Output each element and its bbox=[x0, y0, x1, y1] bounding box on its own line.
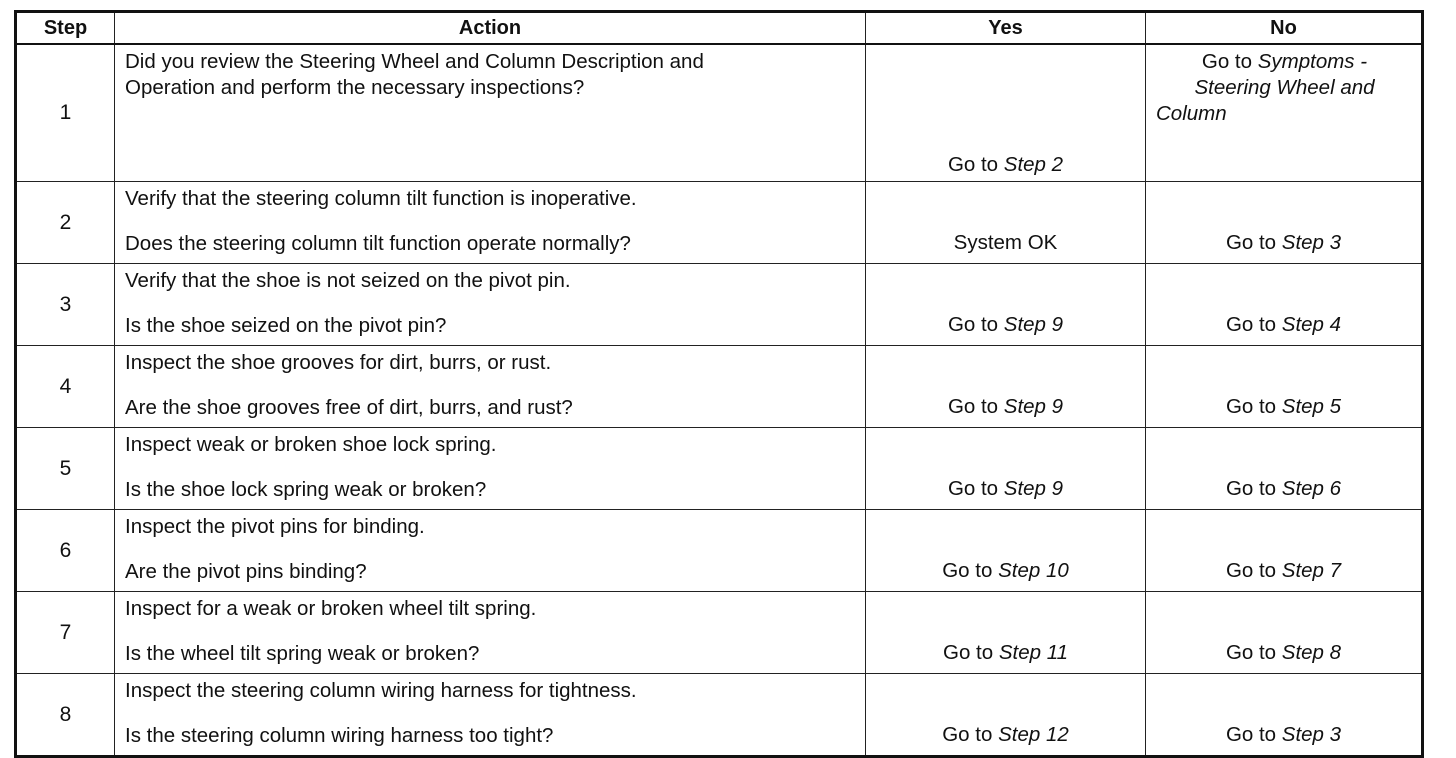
step-number: 4 bbox=[16, 346, 115, 428]
action-line: Does the steering column tilt function operate normally? bbox=[125, 232, 631, 255]
diagnostic-table bbox=[14, 10, 1424, 758]
step-number: 8 bbox=[16, 674, 115, 757]
no-prefix: Go to bbox=[1225, 477, 1277, 500]
action-line: Are the pivot pins binding? bbox=[125, 560, 367, 583]
no-cell bbox=[1146, 182, 1423, 264]
step-number: 5 bbox=[16, 428, 115, 510]
action-cell bbox=[115, 510, 866, 592]
no-ref: Step 7 bbox=[1281, 559, 1342, 582]
no-cell bbox=[1146, 428, 1423, 510]
yes-ref: Step 2 bbox=[1003, 153, 1064, 176]
no-prefix: Go to bbox=[1225, 395, 1277, 418]
no-prefix: Go to bbox=[1225, 313, 1277, 336]
table-row bbox=[16, 264, 1423, 346]
yes-cell bbox=[866, 592, 1146, 674]
table-row bbox=[16, 428, 1423, 510]
no-cell bbox=[1146, 510, 1423, 592]
no-prefix: Go to bbox=[1225, 641, 1277, 664]
yes-ref: Step 9 bbox=[1003, 395, 1064, 418]
action-line: Inspect the steering column wiring harness for tightness. bbox=[125, 679, 637, 702]
no-ref: Step 5 bbox=[1281, 395, 1342, 418]
yes-prefix: Go to bbox=[947, 395, 999, 418]
no-prefix: Go to bbox=[1225, 723, 1277, 746]
yes-cell bbox=[866, 264, 1146, 346]
yes-ref: Step 9 bbox=[1003, 313, 1064, 336]
action-line: Inspect weak or broken shoe lock spring. bbox=[125, 433, 497, 456]
header-step: Step bbox=[16, 12, 115, 45]
action-cell bbox=[115, 44, 866, 182]
action-cell bbox=[115, 674, 866, 757]
yes-prefix: Go to bbox=[942, 723, 993, 746]
header-row bbox=[16, 12, 1423, 45]
yes-ref: Step 10 bbox=[998, 559, 1069, 582]
no-prefix: Go to bbox=[1201, 50, 1253, 73]
yes-cell bbox=[866, 428, 1146, 510]
action-line: Is the steering column wiring harness too tight? bbox=[125, 724, 554, 747]
action-cell bbox=[115, 428, 866, 510]
table-row bbox=[16, 346, 1423, 428]
yes-ref: Step 9 bbox=[1003, 477, 1064, 500]
action-line: Verify that the steering column tilt function is inoperative. bbox=[125, 187, 637, 210]
step-number: 7 bbox=[16, 592, 115, 674]
no-ref: Step 3 bbox=[1281, 231, 1342, 254]
no-prefix: Go to bbox=[1225, 559, 1277, 582]
table-row bbox=[16, 674, 1423, 757]
no-cell bbox=[1146, 592, 1423, 674]
yes-prefix: Go to bbox=[947, 477, 999, 500]
header-no: No bbox=[1146, 12, 1423, 45]
no-cell bbox=[1146, 44, 1423, 182]
action-line: Verify that the shoe is not seized on the pivot pin. bbox=[125, 269, 571, 292]
no-cell bbox=[1146, 264, 1423, 346]
yes-ref: Step 12 bbox=[998, 723, 1069, 746]
action-cell bbox=[115, 182, 866, 264]
action-line: Is the wheel tilt spring weak or broken? bbox=[125, 642, 480, 665]
table-row bbox=[16, 44, 1423, 182]
no-ref: Step 4 bbox=[1281, 313, 1342, 336]
no-ref: Step 8 bbox=[1281, 641, 1342, 664]
table-row bbox=[16, 510, 1423, 592]
action-line: Is the shoe seized on the pivot pin? bbox=[125, 314, 447, 337]
yes-prefix: Go to bbox=[947, 313, 999, 336]
action-cell bbox=[115, 264, 866, 346]
yes-cell: System OK bbox=[866, 182, 1146, 264]
yes-ref: Step 11 bbox=[998, 641, 1068, 664]
yes-cell bbox=[866, 44, 1146, 182]
action-line: Inspect the pivot pins for binding. bbox=[125, 515, 425, 538]
no-ref: Column bbox=[1156, 102, 1227, 125]
step-number: 1 bbox=[16, 44, 115, 182]
no-cell bbox=[1146, 346, 1423, 428]
no-ref: Symptoms - bbox=[1257, 50, 1368, 73]
yes-cell bbox=[866, 346, 1146, 428]
no-ref: Step 3 bbox=[1281, 723, 1342, 746]
action-line: Are the shoe grooves free of dirt, burrs, and rust? bbox=[125, 396, 573, 419]
yes-prefix: Go to bbox=[947, 153, 999, 176]
action-cell bbox=[115, 346, 866, 428]
no-prefix: Go to bbox=[1225, 231, 1277, 254]
yes-cell bbox=[866, 674, 1146, 757]
action-cell bbox=[115, 592, 866, 674]
yes-prefix: Go to bbox=[943, 641, 994, 664]
step-number: 3 bbox=[16, 264, 115, 346]
step-number: 2 bbox=[16, 182, 115, 264]
table-row bbox=[16, 592, 1423, 674]
header-yes: Yes bbox=[866, 12, 1146, 45]
no-ref: Step 6 bbox=[1281, 477, 1342, 500]
yes-prefix: Go to bbox=[942, 559, 993, 582]
table-row bbox=[16, 182, 1423, 264]
action-line: Did you review the Steering Wheel and Column Description and bbox=[125, 50, 704, 73]
header-action: Action bbox=[115, 12, 866, 45]
yes-cell bbox=[866, 510, 1146, 592]
action-line: Operation and perform the necessary inspections? bbox=[125, 76, 585, 99]
step-number: 6 bbox=[16, 510, 115, 592]
no-ref: Steering Wheel and bbox=[1194, 76, 1375, 99]
action-line: Is the shoe lock spring weak or broken? bbox=[125, 478, 487, 501]
action-line: Inspect for a weak or broken wheel tilt spring. bbox=[125, 597, 537, 620]
action-line: Inspect the shoe grooves for dirt, burrs, or rust. bbox=[125, 351, 552, 374]
no-cell bbox=[1146, 674, 1423, 757]
